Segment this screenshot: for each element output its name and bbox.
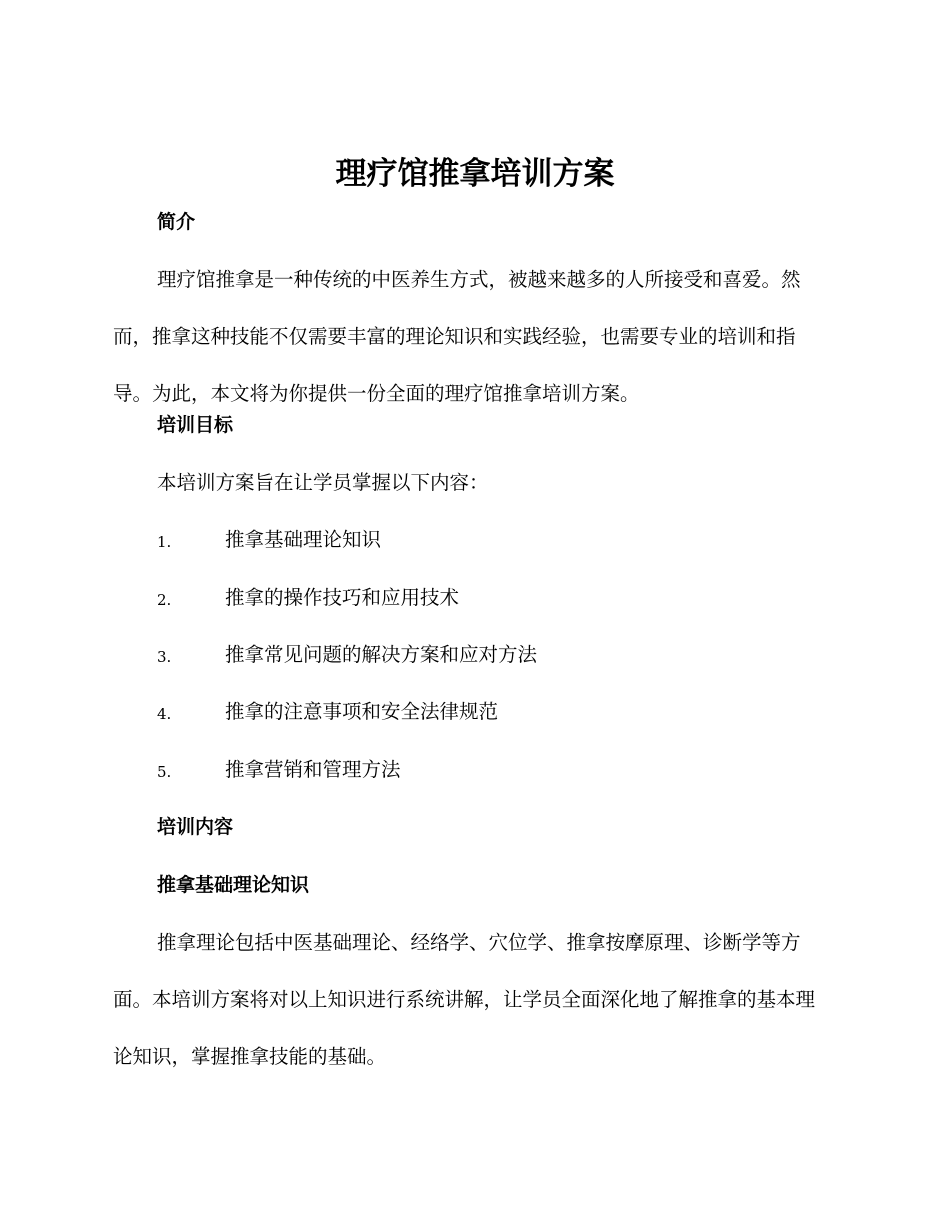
section-heading-intro: 简介 bbox=[157, 211, 196, 233]
section-heading-goals: 培训目标 bbox=[157, 414, 234, 436]
list-item bbox=[157, 756, 757, 784]
list-item-text: 推拿的注意事项和安全法律规范 bbox=[225, 700, 499, 723]
list-item-number: 2. bbox=[157, 591, 172, 609]
theory-paragraph: 推拿理论包括中医基础理论、经络学、穴位学、推拿按摩原理、诊断学等方面。本培训方案将对以上知识进行系统讲解，让学员全面深化地了解推拿的基本理论知识，掌握推拿技能的基础。 bbox=[113, 931, 816, 1068]
list-item-number: 3. bbox=[157, 648, 172, 666]
subsection-heading-theory: 推拿基础理论知识 bbox=[157, 874, 310, 896]
list-item-number: 4. bbox=[157, 705, 172, 723]
list-item-text: 推拿基础理论知识 bbox=[225, 528, 382, 551]
list-item-text: 推拿的操作技巧和应用技术 bbox=[225, 586, 460, 609]
list-item bbox=[157, 641, 757, 669]
intro-paragraph: 理疗馆推拿是一种传统的中医养生方式，被越来越多的人所接受和喜爱。然而，推拿这种技能不仅需要丰富的理论知识和实践经验，也需要专业的培训和指导。为此，本文将为你提供一份全面的理疗馆推拿培训方案。 bbox=[113, 268, 801, 405]
list-item bbox=[157, 584, 757, 612]
list-item bbox=[157, 526, 757, 554]
document-title: 理疗馆推拿培训方案 bbox=[335, 156, 615, 192]
list-item-text: 推拿营销和管理方法 bbox=[225, 758, 401, 781]
list-item bbox=[157, 698, 757, 726]
list-item-number: 1. bbox=[157, 533, 172, 551]
section-heading-content: 培训内容 bbox=[157, 816, 234, 838]
list-item-number: 5. bbox=[157, 763, 172, 781]
list-item-text: 推拿常见问题的解决方案和应对方法 bbox=[225, 643, 538, 666]
goal-intro-text: 本培训方案旨在让学员掌握以下内容： bbox=[157, 471, 489, 494]
